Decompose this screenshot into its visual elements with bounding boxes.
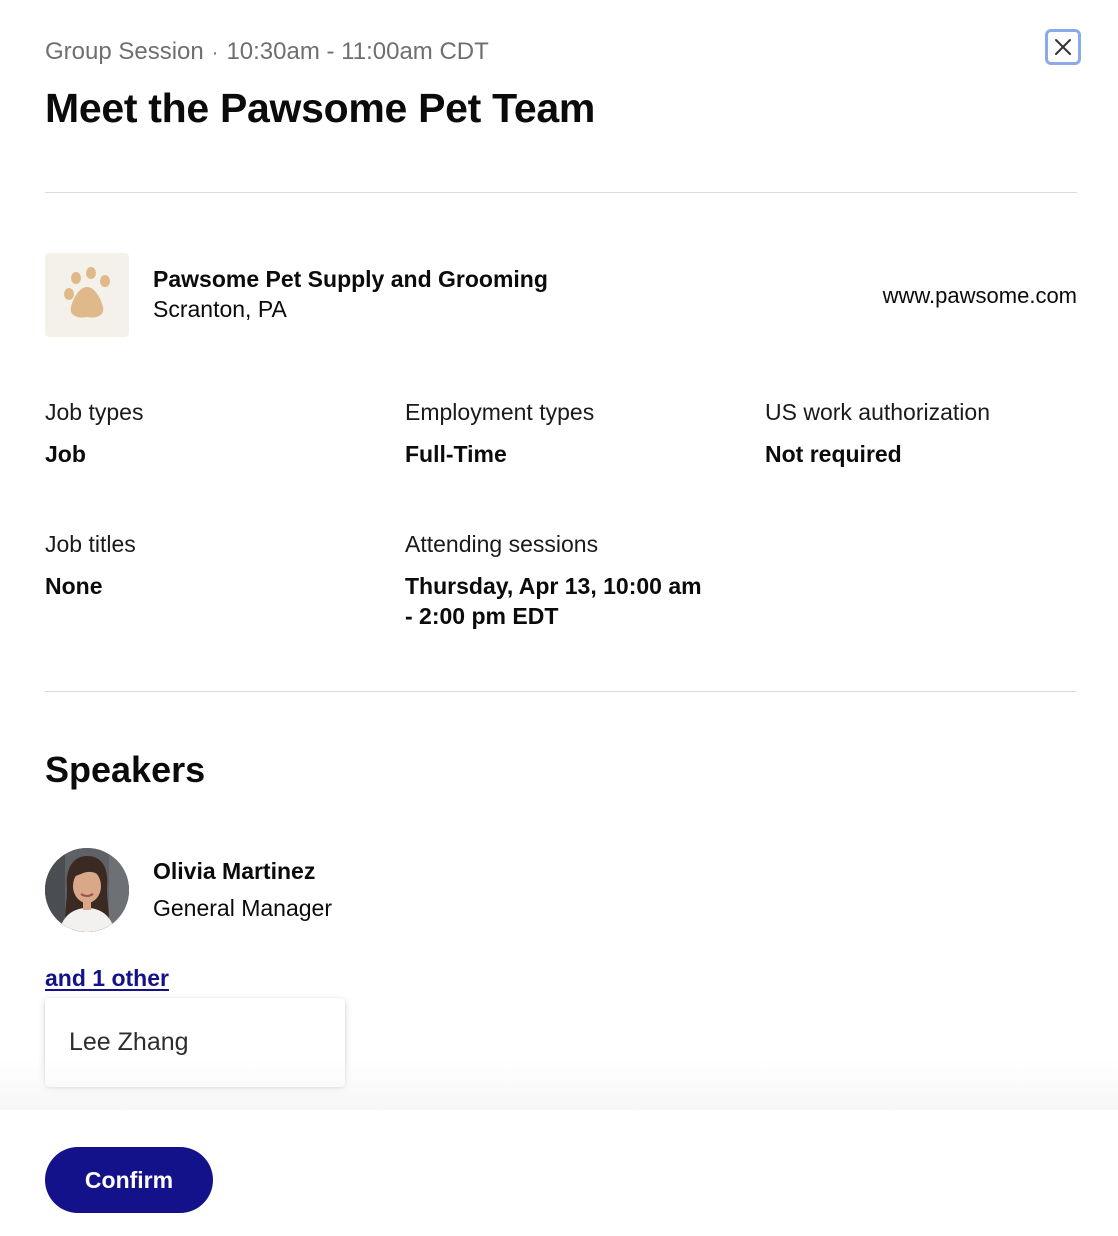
close-icon	[1053, 37, 1073, 57]
speaker-photo	[45, 848, 129, 932]
session-type: Group Session	[45, 38, 204, 65]
company-website-link[interactable]: www.pawsome.com	[882, 283, 1077, 308]
speaker-avatar	[45, 848, 129, 932]
other-speakers-link[interactable]: and 1 other	[45, 965, 169, 991]
company-logo	[45, 253, 129, 337]
company-location: Scranton, PA	[153, 296, 287, 322]
job-types-value: Job	[45, 441, 86, 467]
session-meta	[45, 36, 489, 69]
session-time: 10:30am - 11:00am CDT	[226, 38, 489, 65]
work-authorization-value: Not required	[765, 441, 902, 467]
employment-types-value: Full-Time	[405, 441, 507, 467]
attending-sessions-label: Attending sessions	[405, 531, 599, 557]
confirm-button[interactable]: Confirm	[45, 1147, 213, 1213]
work-authorization-label: US work authorization	[765, 399, 990, 425]
attending-sessions-value: Thursday, Apr 13, 10:00 am - 2:00 pm EDT	[405, 573, 702, 629]
paw-print-icon	[57, 265, 117, 325]
meta-separator: ·	[211, 42, 219, 64]
other-speaker-item: Lee Zhang	[69, 1028, 189, 1056]
speakers-heading: Speakers	[45, 749, 206, 790]
company-name: Pawsome Pet Supply and Grooming	[153, 266, 548, 292]
employment-types-label: Employment types	[405, 399, 595, 425]
session-title: Meet the Pawsome Pet Team	[45, 85, 595, 131]
speaker-name: Olivia Martinez	[153, 858, 316, 884]
modal-footer	[0, 1110, 1118, 1236]
close-button[interactable]	[1045, 29, 1081, 65]
job-types-label: Job types	[45, 399, 144, 425]
speaker-role: General Manager	[153, 895, 332, 921]
header-divider	[45, 192, 1077, 193]
job-titles-label: Job titles	[45, 531, 136, 557]
other-speakers-popover	[45, 998, 345, 1087]
job-titles-value: None	[45, 573, 103, 599]
details-divider	[45, 691, 1077, 692]
